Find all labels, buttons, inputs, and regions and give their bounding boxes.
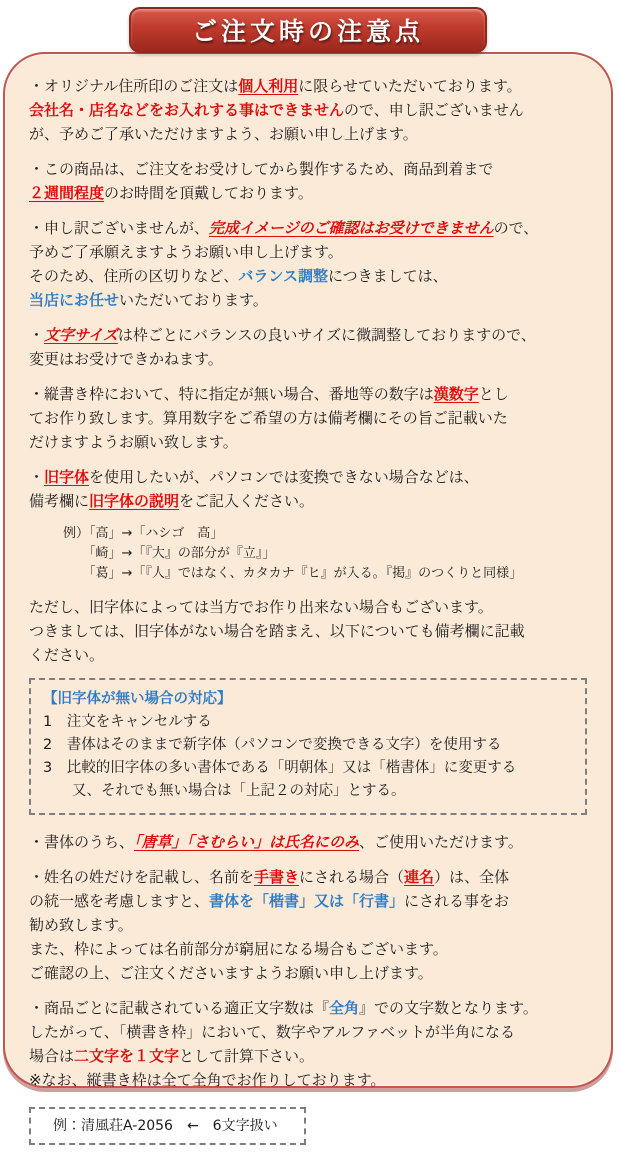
text-run: のお時間を頂戴しております。 — [104, 184, 313, 202]
para-old-forms-unavailable — [29, 595, 587, 667]
text-run: 「崎」→「『大』の部分が『立』」 — [63, 546, 276, 561]
text-run: の統一感を考慮しますと、 — [29, 892, 210, 910]
text-run: 場合は — [29, 1047, 75, 1065]
text-line — [63, 544, 587, 564]
text-line — [63, 524, 587, 544]
text-run: 備考欄に — [29, 492, 90, 510]
text-run: 予めご了承願えますようお願い申し上げます。 — [29, 243, 343, 261]
text-line — [29, 865, 587, 889]
highlighted-text-run: 文字サイズ — [44, 326, 118, 344]
text-run: 「葛」→「『人』ではなく、カタカナ『ヒ』が入る。『掲』のつくりと同様」 — [63, 566, 523, 581]
text-line — [29, 465, 587, 489]
text-run: が、予めご了承いただけますよう、お願い申し上げます。 — [29, 125, 418, 143]
para-handwritten-names — [29, 865, 587, 985]
text-line — [29, 489, 587, 513]
text-run: ただし、旧字体によっては当方でお作り出来ない場合もございます。 — [29, 598, 493, 616]
text-line — [29, 1044, 587, 1068]
highlighted-text-run: 完成イメージのご確認はお受けできません — [209, 219, 494, 237]
text-run: いただいております。 — [119, 291, 268, 309]
highlighted-text-run: 全角 — [329, 999, 360, 1017]
text-line — [29, 181, 587, 205]
text-run: ので、 — [493, 219, 539, 237]
text-run: ので、申し訳ございません — [344, 101, 524, 119]
text-run: だけますようお願い致します。 — [29, 433, 238, 451]
text-run: 勧め致します。 — [29, 916, 133, 934]
text-run: ・この商品は、ご注文をお受けしてから製作するため、商品到着まで — [29, 160, 494, 178]
text-run: をご記入ください。 — [179, 492, 315, 510]
highlighted-text-run: 会社名・店名などをお入れする事はできません — [29, 101, 345, 119]
text-run: は枠ごとにバランスの良いサイズに微調整しておりますので、 — [117, 326, 536, 344]
notice-panel — [3, 52, 613, 1134]
text-line — [29, 996, 587, 1020]
text-line — [29, 619, 587, 643]
text-run: にされる事をお — [404, 892, 510, 910]
text-run: 1 注文をキャンセルする — [43, 714, 212, 730]
highlighted-text-run: 連名 — [404, 868, 435, 886]
text-line — [43, 688, 575, 711]
text-run: 又、それでも無い場合は「上記２の対応」とする。 — [43, 783, 406, 799]
text-line — [29, 240, 587, 264]
text-run: ・オリジナル住所印のご注文は — [29, 77, 239, 95]
text-line — [63, 564, 587, 584]
text-run: につきましては、 — [327, 267, 448, 285]
para-font-size — [29, 323, 587, 371]
text-run: ・書体のうち、 — [29, 833, 135, 851]
example-old-character-descriptions — [63, 524, 587, 584]
text-line — [53, 1116, 278, 1136]
page-title: ご注文時の注意点 — [191, 17, 424, 46]
text-line — [29, 1068, 587, 1092]
text-run: ）は、全体 — [434, 868, 510, 886]
text-run: 変更はお受けできかねます。 — [29, 350, 223, 368]
text-line — [29, 323, 587, 347]
text-run: 2 書体はそのままで新字体（パソコンで変換できる文字）を使用する — [43, 737, 502, 753]
highlighted-text-run: 漢数字 — [433, 385, 479, 403]
text-run: したがって、「横書き枠」において、数字やアルファベットが半角になる — [29, 1023, 516, 1041]
text-line — [29, 74, 587, 98]
text-run: に限らせていただいております。 — [298, 77, 522, 95]
highlighted-text-run: ２週間程度 — [29, 184, 105, 202]
text-run: ・ — [29, 326, 45, 344]
text-line — [29, 216, 587, 240]
highlighted-text-run: 二文字を１文字 — [74, 1047, 180, 1065]
box-old-form-fallback-options — [29, 678, 587, 815]
text-run: つきましては、旧字体がない場合を踏まえ、以下についても備考欄に記載 — [29, 622, 525, 640]
text-run: ご確認の上、ご注文くださいますようお願い申し上げます。 — [29, 964, 433, 982]
text-run: とし — [478, 385, 509, 403]
highlighted-text-run: 書体を「楷書」又は「行書」 — [209, 892, 405, 910]
text-run: そのため、住所の区切りなど、 — [29, 267, 239, 285]
text-run: ・申し訳ございませんが、 — [29, 219, 210, 237]
text-line — [29, 889, 587, 913]
text-run: ・商品ごとに記載されている適正文字数は『 — [29, 999, 330, 1017]
text-line — [29, 157, 587, 181]
text-line — [43, 757, 575, 780]
text-line — [29, 288, 587, 312]
text-line — [29, 937, 587, 961]
text-run: てお作り致します。算用数字をご希望の方は備考欄にその旨ご記載いた — [29, 409, 508, 427]
text-run: ・ — [29, 468, 45, 486]
text-run: にされる場合（ — [299, 868, 405, 886]
text-line — [29, 961, 587, 985]
para-no-preview — [29, 216, 587, 312]
text-line — [43, 780, 575, 803]
text-line — [29, 830, 587, 854]
para-old-character-forms — [29, 465, 587, 513]
text-run: ・縦書き枠において、特に指定が無い場合、番地等の数字は — [29, 385, 434, 403]
para-character-count — [29, 996, 587, 1092]
text-line — [29, 1020, 587, 1044]
text-run: 』での文字数となります。 — [359, 999, 538, 1017]
highlighted-text-run: 個人利用 — [238, 77, 299, 95]
highlighted-text-run: 「唐草」「さむらい」は氏名にのみ — [134, 833, 360, 851]
title-banner — [129, 7, 487, 53]
highlighted-text-run: 旧字体の説明 — [89, 492, 180, 510]
text-line — [43, 711, 575, 734]
text-run: 例：清風荘A-2056 ← 6文字扱い — [53, 1118, 278, 1134]
text-run: を使用したいが、パソコンでは変換できない場合などは、 — [89, 468, 479, 486]
para-fonts-name-only — [29, 830, 587, 854]
box-character-count-example — [29, 1107, 306, 1145]
text-line — [29, 406, 587, 430]
highlighted-text-run: 【旧字体が無い場合の対応】 — [43, 691, 232, 707]
text-line — [43, 734, 575, 757]
text-run: 例）「高」→「ハシゴ 高」 — [63, 526, 224, 541]
text-line — [29, 382, 587, 406]
text-line — [29, 264, 587, 288]
text-line — [29, 595, 587, 619]
text-line — [29, 98, 587, 122]
text-run: 3 比較的旧字体の多い書体である「明朝体」又は「楷書体」に変更する — [43, 760, 517, 776]
text-run: 、ご使用いただけます。 — [359, 833, 523, 851]
para-production-time — [29, 157, 587, 205]
text-line — [29, 430, 587, 454]
text-run: また、枠によっては名前部分が窮屈になる場合もございます。 — [29, 940, 448, 958]
text-run: ※なお、縦書き枠は全て全角でお作りしております。 — [29, 1071, 386, 1089]
para-personal-use-only — [29, 74, 587, 146]
notice-content — [5, 54, 611, 1155]
text-line — [29, 643, 587, 667]
highlighted-text-run: 旧字体 — [44, 468, 90, 486]
text-run: ・姓名の姓だけを記載し、名前を — [29, 868, 255, 886]
highlighted-text-run: 当店にお任せ — [29, 291, 120, 309]
highlighted-text-run: 手書き — [254, 868, 300, 886]
text-line — [29, 122, 587, 146]
text-run: として計算下さい。 — [179, 1047, 315, 1065]
text-run: ください。 — [29, 646, 105, 664]
para-kanji-numerals — [29, 382, 587, 454]
text-line — [29, 913, 587, 937]
text-line — [29, 347, 587, 371]
highlighted-text-run: バランス調整 — [238, 267, 328, 285]
